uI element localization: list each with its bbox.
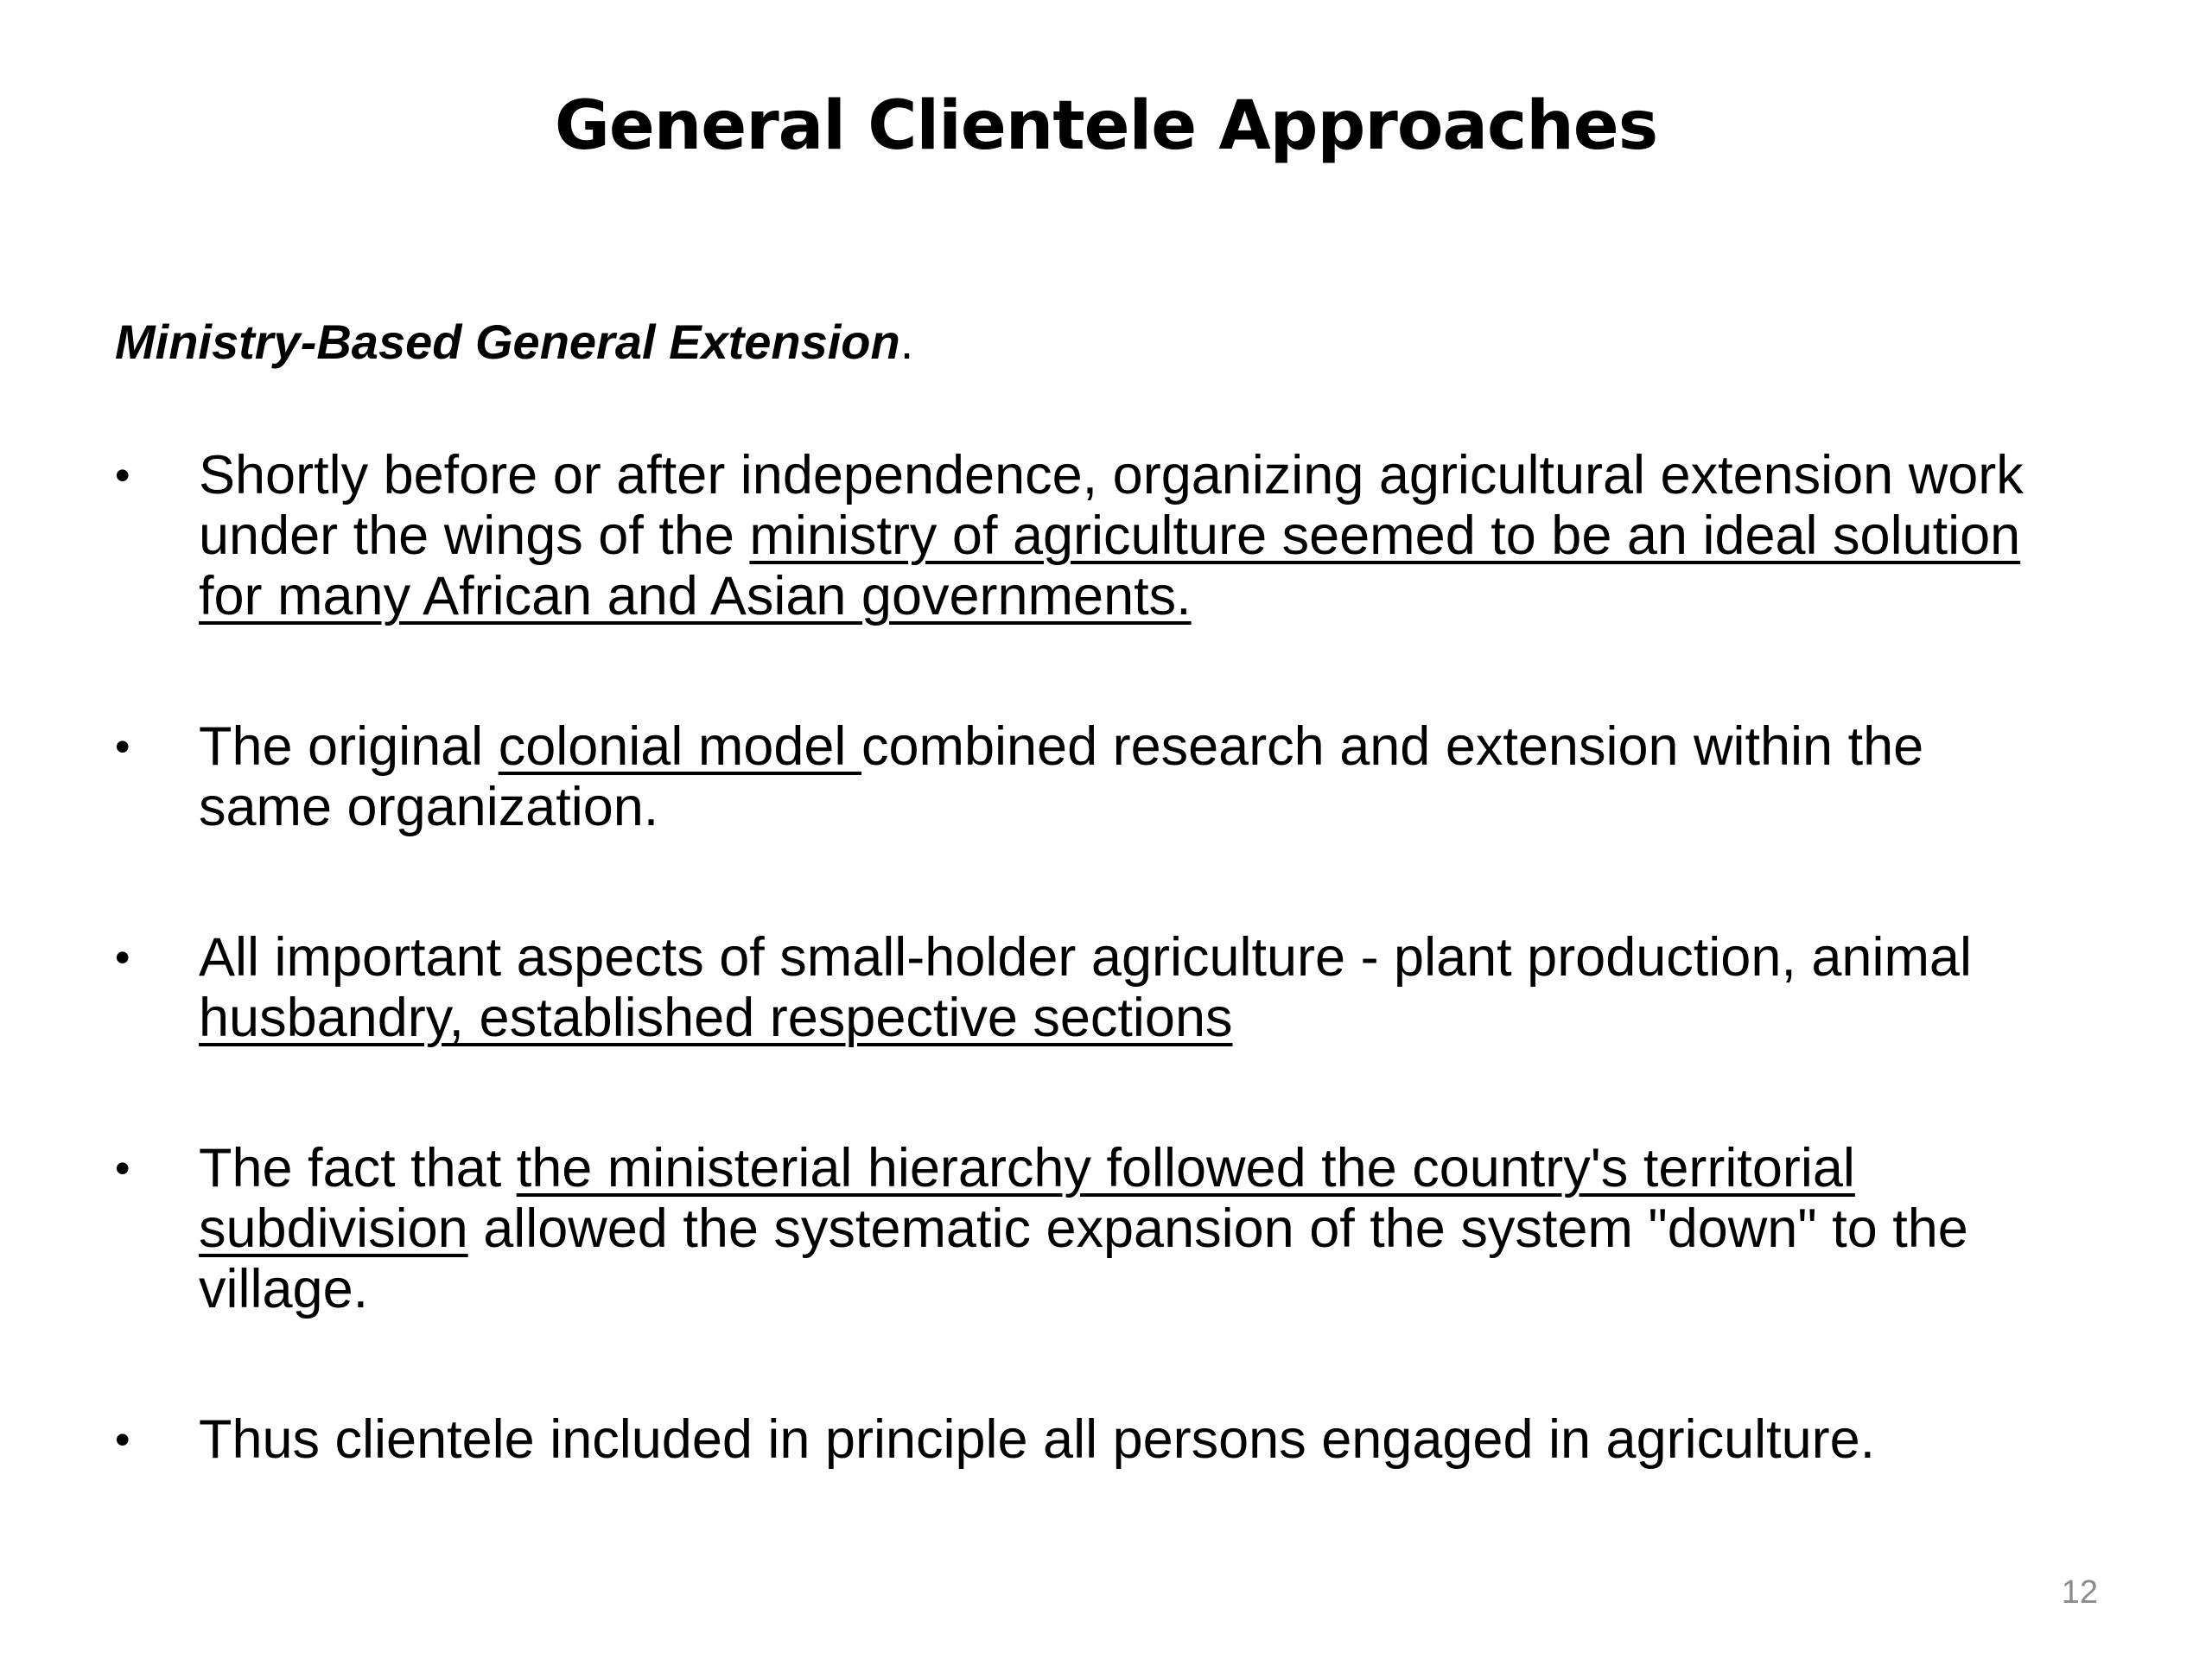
underlined-text: the ministerial hierarchy followed the country's territorial [516,1138,1855,1198]
bullet-line [199,445,2171,505]
bullet-text: The original [199,716,499,777]
bullet-text: combined research and extension within the [861,716,1924,777]
bullet-line [199,1259,2171,1319]
bullet-text: Thus clientele included in principle all persons engaged in agriculture. [199,1409,1876,1470]
bullet-text: under the wings of the [199,505,750,566]
subheading-text: Ministry-Based General Extension [115,315,900,369]
bullet-point-icon: • [115,1415,130,1464]
underlined-text: for many African and Asian governments. [199,566,1192,626]
bullet-text: allowed the systematic expansion of the system "down" to the [467,1198,1968,1259]
bullet-point-icon: • [115,933,130,982]
underlined-text: husbandry, established respective sections [199,988,1233,1048]
underlined-text: subdivision [199,1198,468,1259]
bullet-item [115,1138,2171,1319]
underlined-text: colonial model [498,716,861,777]
bullet-line [199,988,2171,1048]
bullet-line [199,777,2171,837]
bullet-item [115,445,2171,626]
bullet-item [115,716,2171,837]
bullet-line [199,1198,2171,1259]
bullet-item [115,927,2171,1048]
subheading-period: . [899,315,914,369]
bullet-line [199,1409,2171,1470]
bullet-text: The fact that [199,1138,517,1198]
bullet-text: All important aspects of small-holder agriculture - plant production, animal [199,927,1972,988]
bullet-line [199,566,2171,626]
bullet-line [199,1138,2171,1198]
bullet-text: village. [199,1259,369,1319]
bullet-line [199,716,2171,777]
bullet-text: Shortly before or after independence, organizing agricultural extension work [199,445,2024,505]
underlined-text: ministry of agriculture seemed to be an ideal solution [749,505,2021,566]
bullet-list [115,445,2171,1560]
bullet-point-icon: • [115,722,130,771]
page-number: 12 [2061,1574,2098,1611]
bullet-line [199,505,2171,566]
slide-title: General Clientele Approaches [554,87,1658,165]
section-subheading [115,313,913,371]
bullet-text: same organization. [199,777,659,837]
bullet-point-icon: • [115,1144,130,1192]
bullet-point-icon: • [115,451,130,499]
bullet-line [199,927,2171,988]
bullet-item [115,1409,2171,1470]
